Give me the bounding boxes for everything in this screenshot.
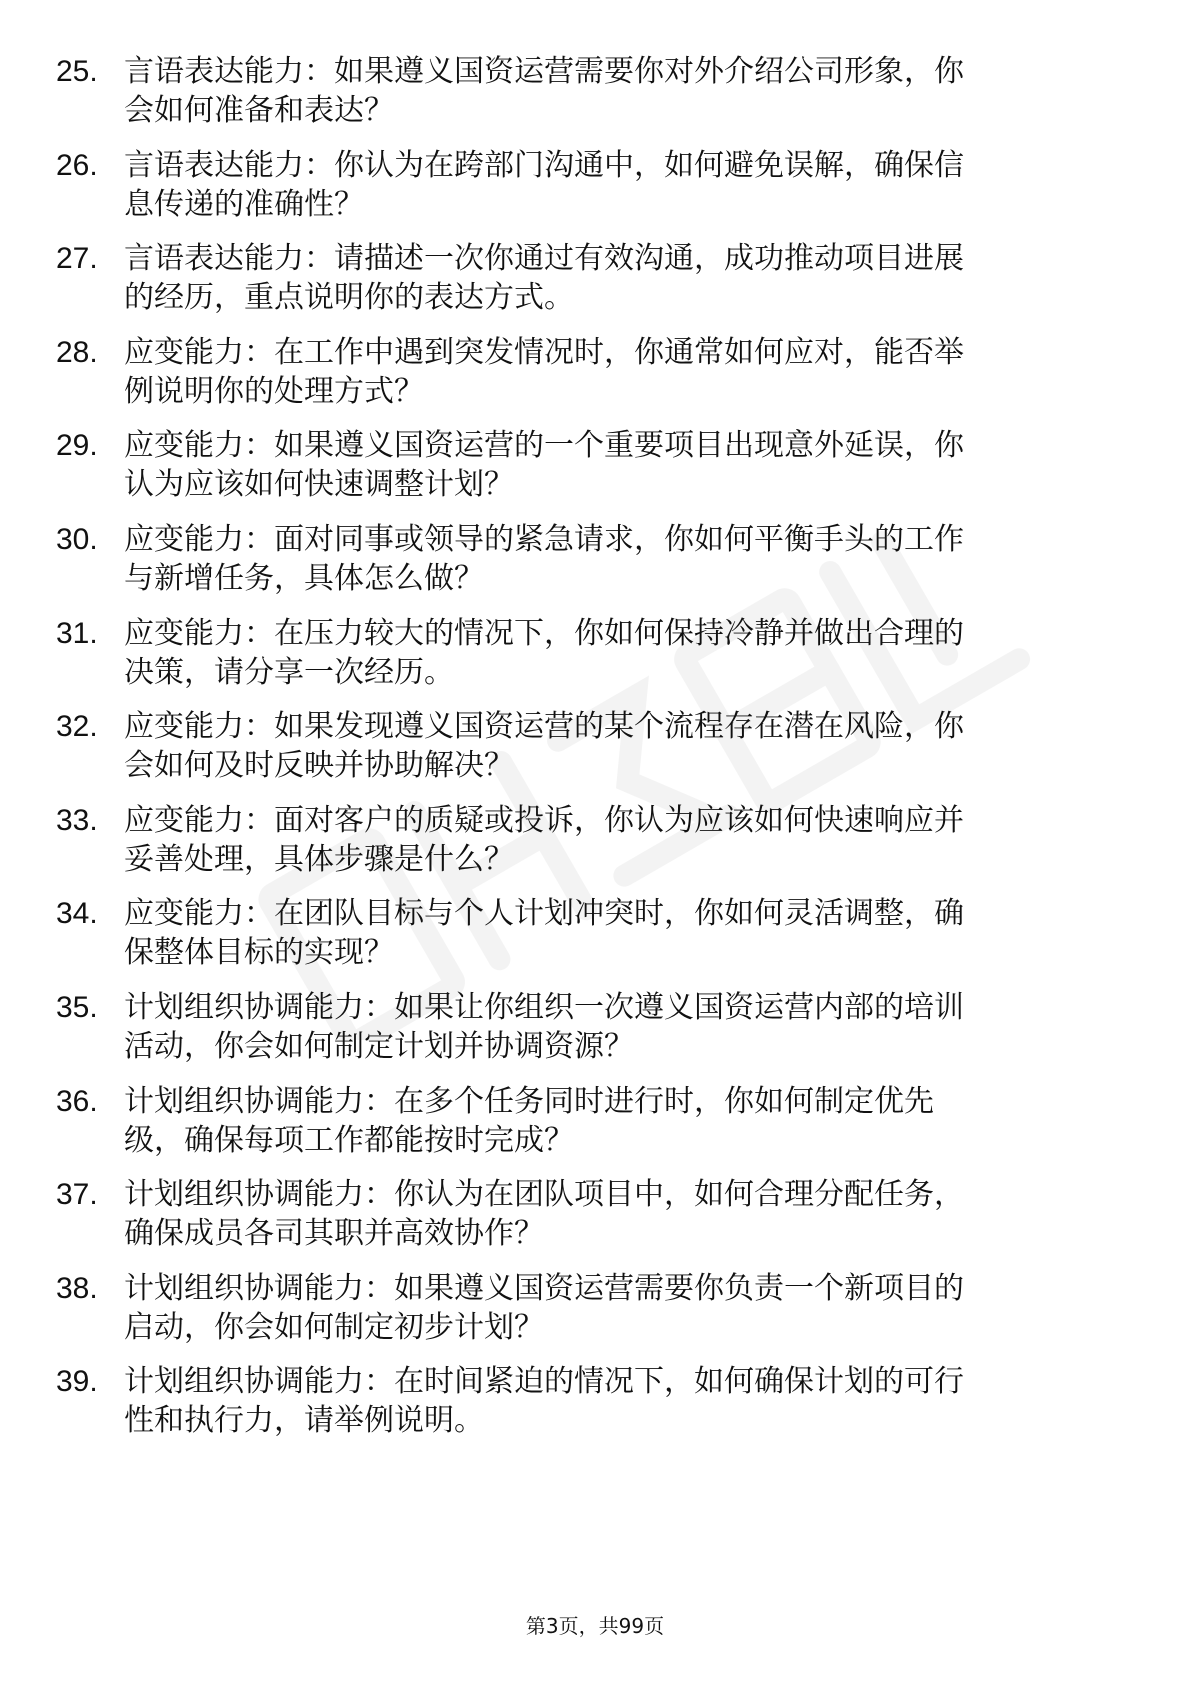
question-item (0, 801, 1190, 895)
question-item (0, 1362, 1190, 1456)
question-number: 37. (56, 1178, 98, 1212)
question-text (124, 52, 1124, 130)
question-line: 会如何准备和表达？ (124, 93, 394, 128)
question-text (124, 1175, 1124, 1253)
question-line: 启动，你会如何制定初步计划？ (124, 1309, 544, 1345)
question-text (124, 894, 1124, 972)
question-line: 级，确保每项工作都能按时完成？ (124, 1122, 574, 1158)
question-number: 31. (56, 616, 98, 650)
question-text (124, 239, 1124, 317)
question-text (124, 146, 1124, 224)
question-line: 保整体目标的实现？ (124, 935, 394, 971)
question-item (0, 520, 1190, 614)
question-line: 应变能力：面对客户的质疑或投诉，你认为应该如何快速响应并 (124, 802, 964, 838)
question-line: 性和执行力，请举例说明。 (124, 1403, 484, 1439)
question-number: 28. (56, 335, 98, 369)
question-text (124, 801, 1124, 879)
question-item (0, 146, 1190, 240)
question-line: 应变能力：面对同事或领导的紧急请求，你如何平衡手头的工作 (124, 521, 964, 557)
question-item (0, 52, 1190, 146)
question-line: 活动，你会如何制定计划并协调资源？ (124, 1028, 634, 1064)
question-line: 应变能力：如果遵义国资运营的一个重要项目出现意外延误，你 (124, 428, 964, 464)
question-number: 35. (56, 990, 98, 1024)
question-text (124, 1362, 1124, 1440)
question-line: 应变能力：在团队目标与个人计划冲突时，你如何灵活调整，确 (124, 896, 964, 932)
page-footer (0, 1612, 1190, 1640)
question-item (0, 239, 1190, 333)
question-item (0, 426, 1190, 520)
question-number: 27. (56, 242, 98, 276)
question-line: 决策，请分享一次经历。 (124, 654, 454, 690)
question-text (124, 707, 1124, 785)
question-line: 的经历，重点说明你的表达方式。 (124, 280, 574, 316)
question-number: 38. (56, 1271, 98, 1305)
question-text (124, 1082, 1124, 1160)
question-line: 言语表达能力：请描述一次你通过有效沟通，成功推动项目进展 (124, 241, 964, 277)
question-number: 33. (56, 803, 98, 837)
question-text (124, 333, 1124, 411)
question-line: 会如何及时反映并协助解决？ (124, 748, 514, 784)
question-item (0, 988, 1190, 1082)
question-number: 36. (56, 1084, 98, 1118)
question-item (0, 333, 1190, 427)
question-number: 34. (56, 897, 98, 931)
question-line: 息传递的准确性？ (124, 186, 364, 222)
question-text (124, 426, 1124, 504)
question-number: 25. (56, 55, 98, 88)
question-number: 39. (56, 1365, 98, 1399)
question-line: 确保成员各司其职并高效协作？ (124, 1216, 544, 1252)
question-line: 计划组织协调能力：在时间紧迫的情况下，如何确保计划的可行 (124, 1364, 964, 1400)
question-list (0, 52, 1190, 1456)
question-line: 计划组织协调能力：如果让你组织一次遵义国资运营内部的培训 (124, 989, 964, 1025)
question-line: 应变能力：在压力较大的情况下，你如何保持冷静并做出合理的 (124, 615, 964, 651)
question-line: 与新增任务，具体怎么做？ (124, 560, 484, 596)
question-line: 妥善处理，具体步骤是什么？ (124, 841, 514, 877)
question-line: 应变能力：如果发现遵义国资运营的某个流程存在潜在风险，你 (124, 709, 964, 745)
question-number: 32. (56, 710, 98, 744)
question-number: 30. (56, 522, 98, 556)
question-item (0, 614, 1190, 708)
question-line: 计划组织协调能力：你认为在团队项目中，如何合理分配任务， (124, 1177, 964, 1213)
question-line: 认为应该如何快速调整计划？ (124, 467, 514, 503)
question-item (0, 1175, 1190, 1269)
page-number-label: 第3页，共99页 (525, 1614, 665, 1638)
question-number: 26. (56, 148, 98, 182)
question-text (124, 988, 1124, 1066)
question-item (0, 1269, 1190, 1363)
question-line: 计划组织协调能力：如果遵义国资运营需要你负责一个新项目的 (124, 1270, 964, 1306)
question-text (124, 614, 1124, 692)
question-item (0, 707, 1190, 801)
question-item (0, 894, 1190, 988)
question-item (0, 1082, 1190, 1176)
question-line: 应变能力：在工作中遇到突发情况时，你通常如何应对，能否举 (124, 334, 964, 370)
question-line: 计划组织协调能力：在多个任务同时进行时，你如何制定优先 (124, 1083, 934, 1119)
question-line: 言语表达能力：你认为在跨部门沟通中，如何避免误解，确保信 (124, 147, 964, 183)
question-number: 29. (56, 429, 98, 463)
question-text (124, 520, 1124, 598)
question-text (124, 1269, 1124, 1347)
question-line: 例说明你的处理方式？ (124, 373, 424, 409)
question-line: 言语表达能力：如果遵义国资运营需要你对外介绍公司形象，你 (124, 54, 964, 89)
